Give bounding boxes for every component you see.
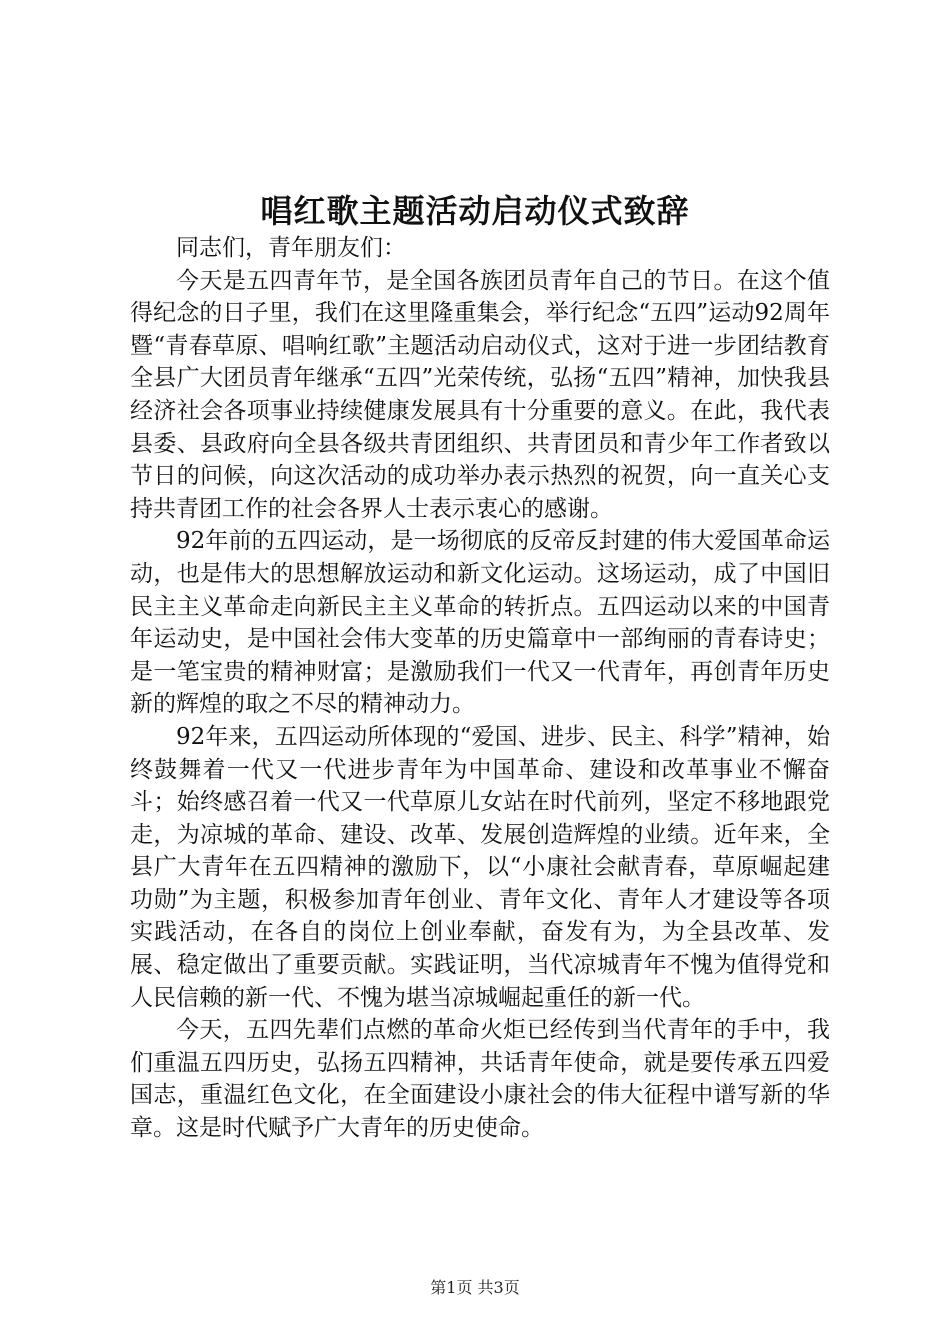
paragraph-3: 92年来，五四运动所体现的“爱国、进步、民主、科学”精神，始终鼓舞着一代又一代进步青年为中国革命、建设和改革事业不懈奋斗；始终感召着一代又一代草原儿女站在时代前列，坚定不移地跟党走，为凉城的革命、建设、改革、发展创造辉煌的业绩。近年来，全县广大青年在五四精神的激励下，以“小康社会献青春，草原崛起建功勋”为主题，积极参加青年创业、青年文化、青年人才建设等各项实践活动，在各自的岗位上创业奉献，奋发有为，为全县改革、发展、稳定做出了重要贡献。实践证明，当代凉城青年不愧为值得党和人民信赖的新一代、不愧为堪当凉城崛起重任的新一代。 <box>130 723 830 1011</box>
page-number-footer: 第1页 共3页 <box>430 1278 520 1297</box>
paragraph-2: 92年前的五四运动，是一场彻底的反帝反封建的伟大爱国革命运动，也是伟大的思想解放运动和新文化运动。这场运动，成了中国旧民主主义革命走向新民主主义革命的转折点。五四运动以来的中国青年运动史，是中国社会伟大变革的历史篇章中一部绚丽的青春诗史；是一笔宝贵的精神财富；是激励我们一代又一代青年，再创青年历史新的辉煌的取之不尽的精神动力。 <box>130 528 830 718</box>
paragraph-1: 今天是五四青年节，是全国各族团员青年自己的节日。在这个值得纪念的日子里，我们在这里隆重集会，举行纪念“五四”运动92周年暨“青春草原、唱响红歌”主题活动启动仪式，这对于进一步团结教育全县广大团员青年继承“五四”光荣传统，弘扬“五四”精神，加快我县经济社会各项事业持续健康发展具有十分重要的意义。在此，我代表县委、县政府向全县各级共青团组织、共青团员和青少年工作者致以节日的问候，向这次活动的成功举办表示热烈的祝贺，向一直关心支持共青团工作的社会各界人士表示衷心的感谢。 <box>130 267 830 522</box>
salutation: 同志们，青年朋友们： <box>176 235 406 261</box>
document-title: 唱红歌主题活动启动仪式致辞 <box>260 192 690 230</box>
paragraph-4: 今天，五四先辈们点燃的革命火炬已经传到当代青年的手中，我们重温五四历史，弘扬五四精神，共话青年使命，就是要传承五四爱国志，重温红色文化，在全面建设小康社会的伟大征程中谱写新的华章。这是时代赋予广大青年的历史使命。 <box>130 1017 830 1142</box>
document-body <box>130 232 830 1145</box>
